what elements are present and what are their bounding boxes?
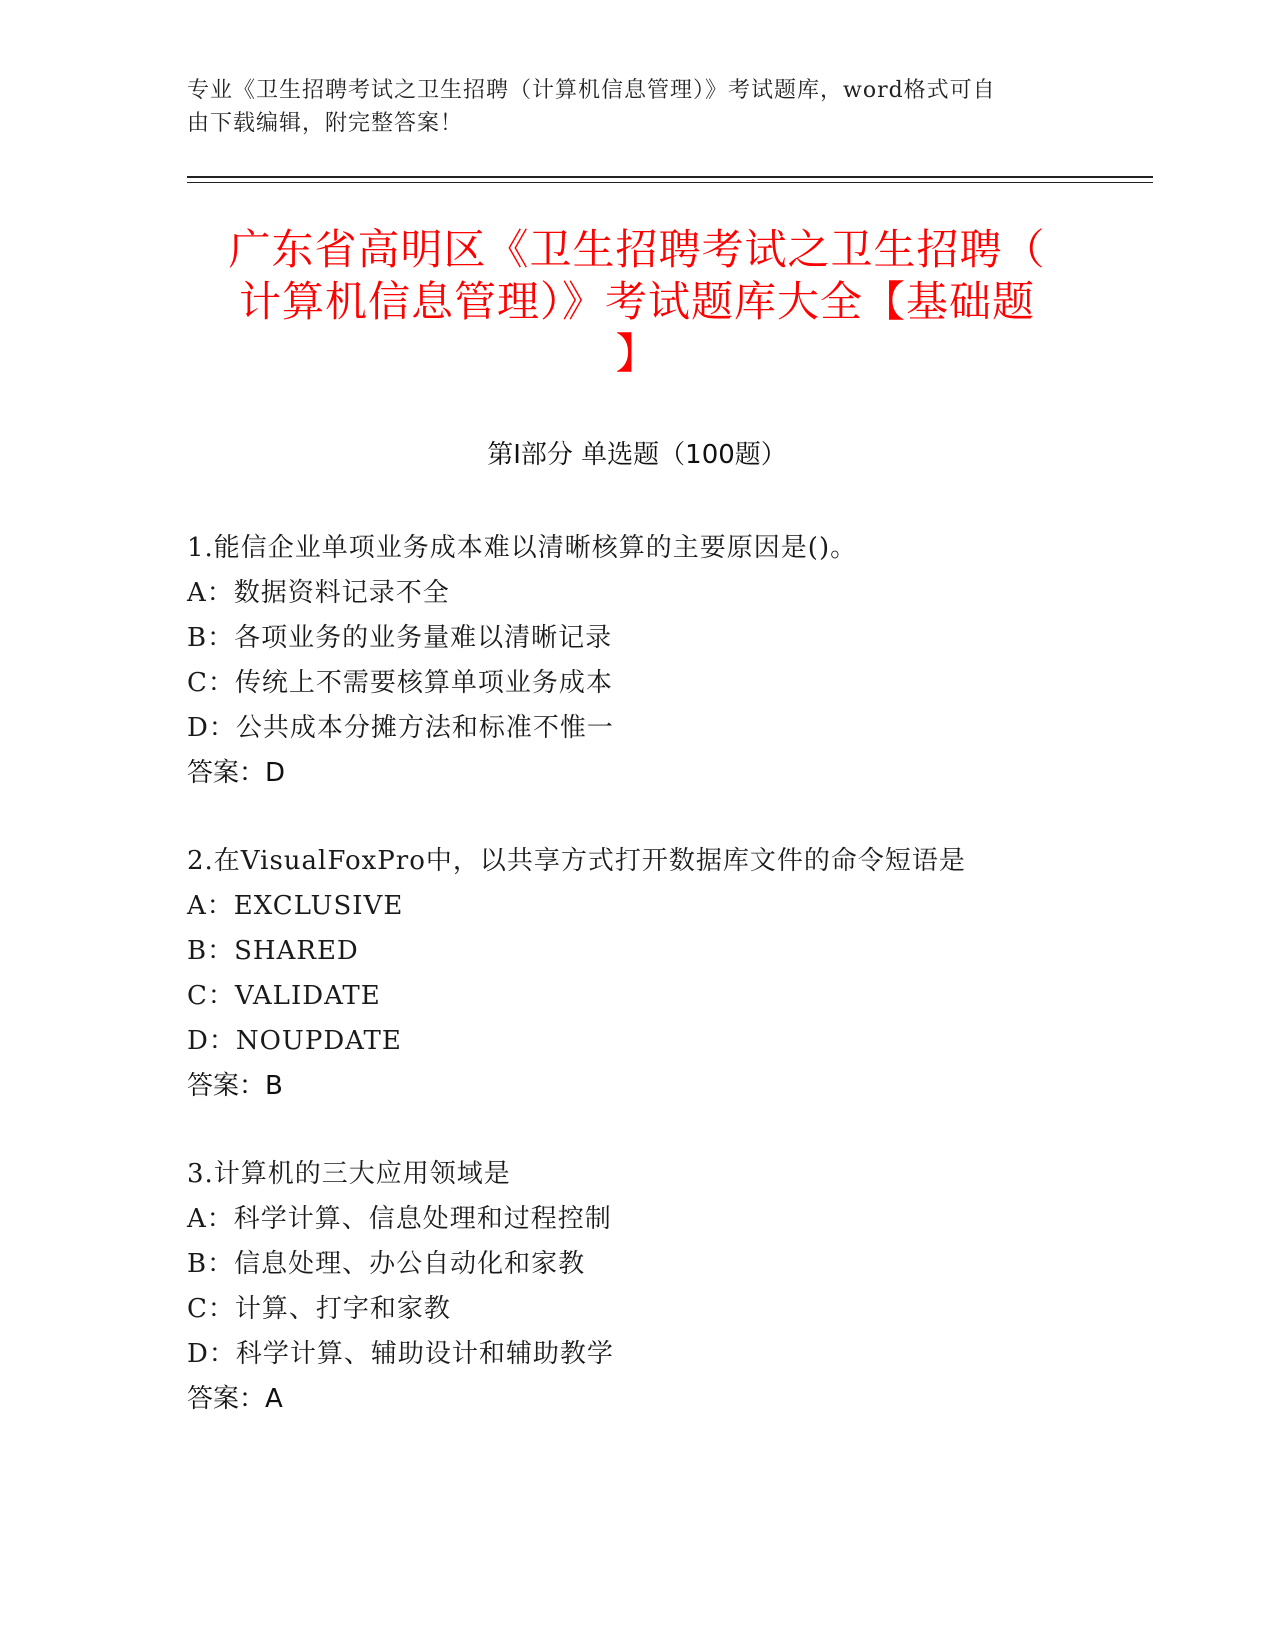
option-d: D：NOUPDATE	[187, 1026, 402, 1056]
answer: 答案：D	[187, 758, 286, 788]
question-item	[187, 1152, 1087, 1422]
question-stem: 3.计算机的三大应用领域是	[187, 1159, 511, 1189]
option-a: A：数据资料记录不全	[187, 578, 450, 608]
document-title	[187, 224, 1087, 380]
question-list	[187, 526, 1087, 1465]
document-title-line: 广东省高明区《卫生招聘考试之卫生招聘（	[228, 225, 1046, 274]
option-d: D：科学计算、辅助设计和辅助教学	[187, 1339, 614, 1369]
document-title-line: 】	[615, 329, 659, 378]
section-title: 第Ⅰ部分 单选题（100题）	[487, 440, 787, 470]
option-c: C：VALIDATE	[187, 981, 381, 1011]
option-b: B：SHARED	[187, 936, 359, 966]
option-a: A：科学计算、信息处理和过程控制	[187, 1204, 612, 1234]
header-note-line: 专业《卫生招聘考试之卫生招聘（计算机信息管理）》考试题库，word格式可自	[187, 78, 996, 103]
option-b: B：信息处理、办公自动化和家教	[187, 1249, 586, 1279]
question-item	[187, 839, 1087, 1109]
option-c: C：计算、打字和家教	[187, 1294, 451, 1324]
option-d: D：公共成本分摊方法和标准不惟一	[187, 713, 614, 743]
question-stem: 2.在VisualFoxPro中，以共享方式打开数据库文件的命令短语是	[187, 846, 966, 876]
header-note-line: 由下载编辑，附完整答案！	[187, 111, 464, 136]
answer: 答案：A	[187, 1384, 283, 1414]
document-title-line: 计算机信息管理）》考试题库大全【基础题	[238, 277, 1035, 326]
header-note	[187, 74, 1067, 140]
header-divider-thick	[187, 176, 1153, 178]
option-a: A：EXCLUSIVE	[187, 891, 404, 921]
option-b: B：各项业务的业务量难以清晰记录	[187, 623, 613, 653]
header-divider-thin	[187, 182, 1153, 183]
answer: 答案：B	[187, 1071, 283, 1101]
option-c: C：传统上不需要核算单项业务成本	[187, 668, 613, 698]
question-stem: 1.能信企业单项业务成本难以清晰核算的主要原因是()。	[187, 533, 858, 563]
question-item	[187, 526, 1087, 796]
